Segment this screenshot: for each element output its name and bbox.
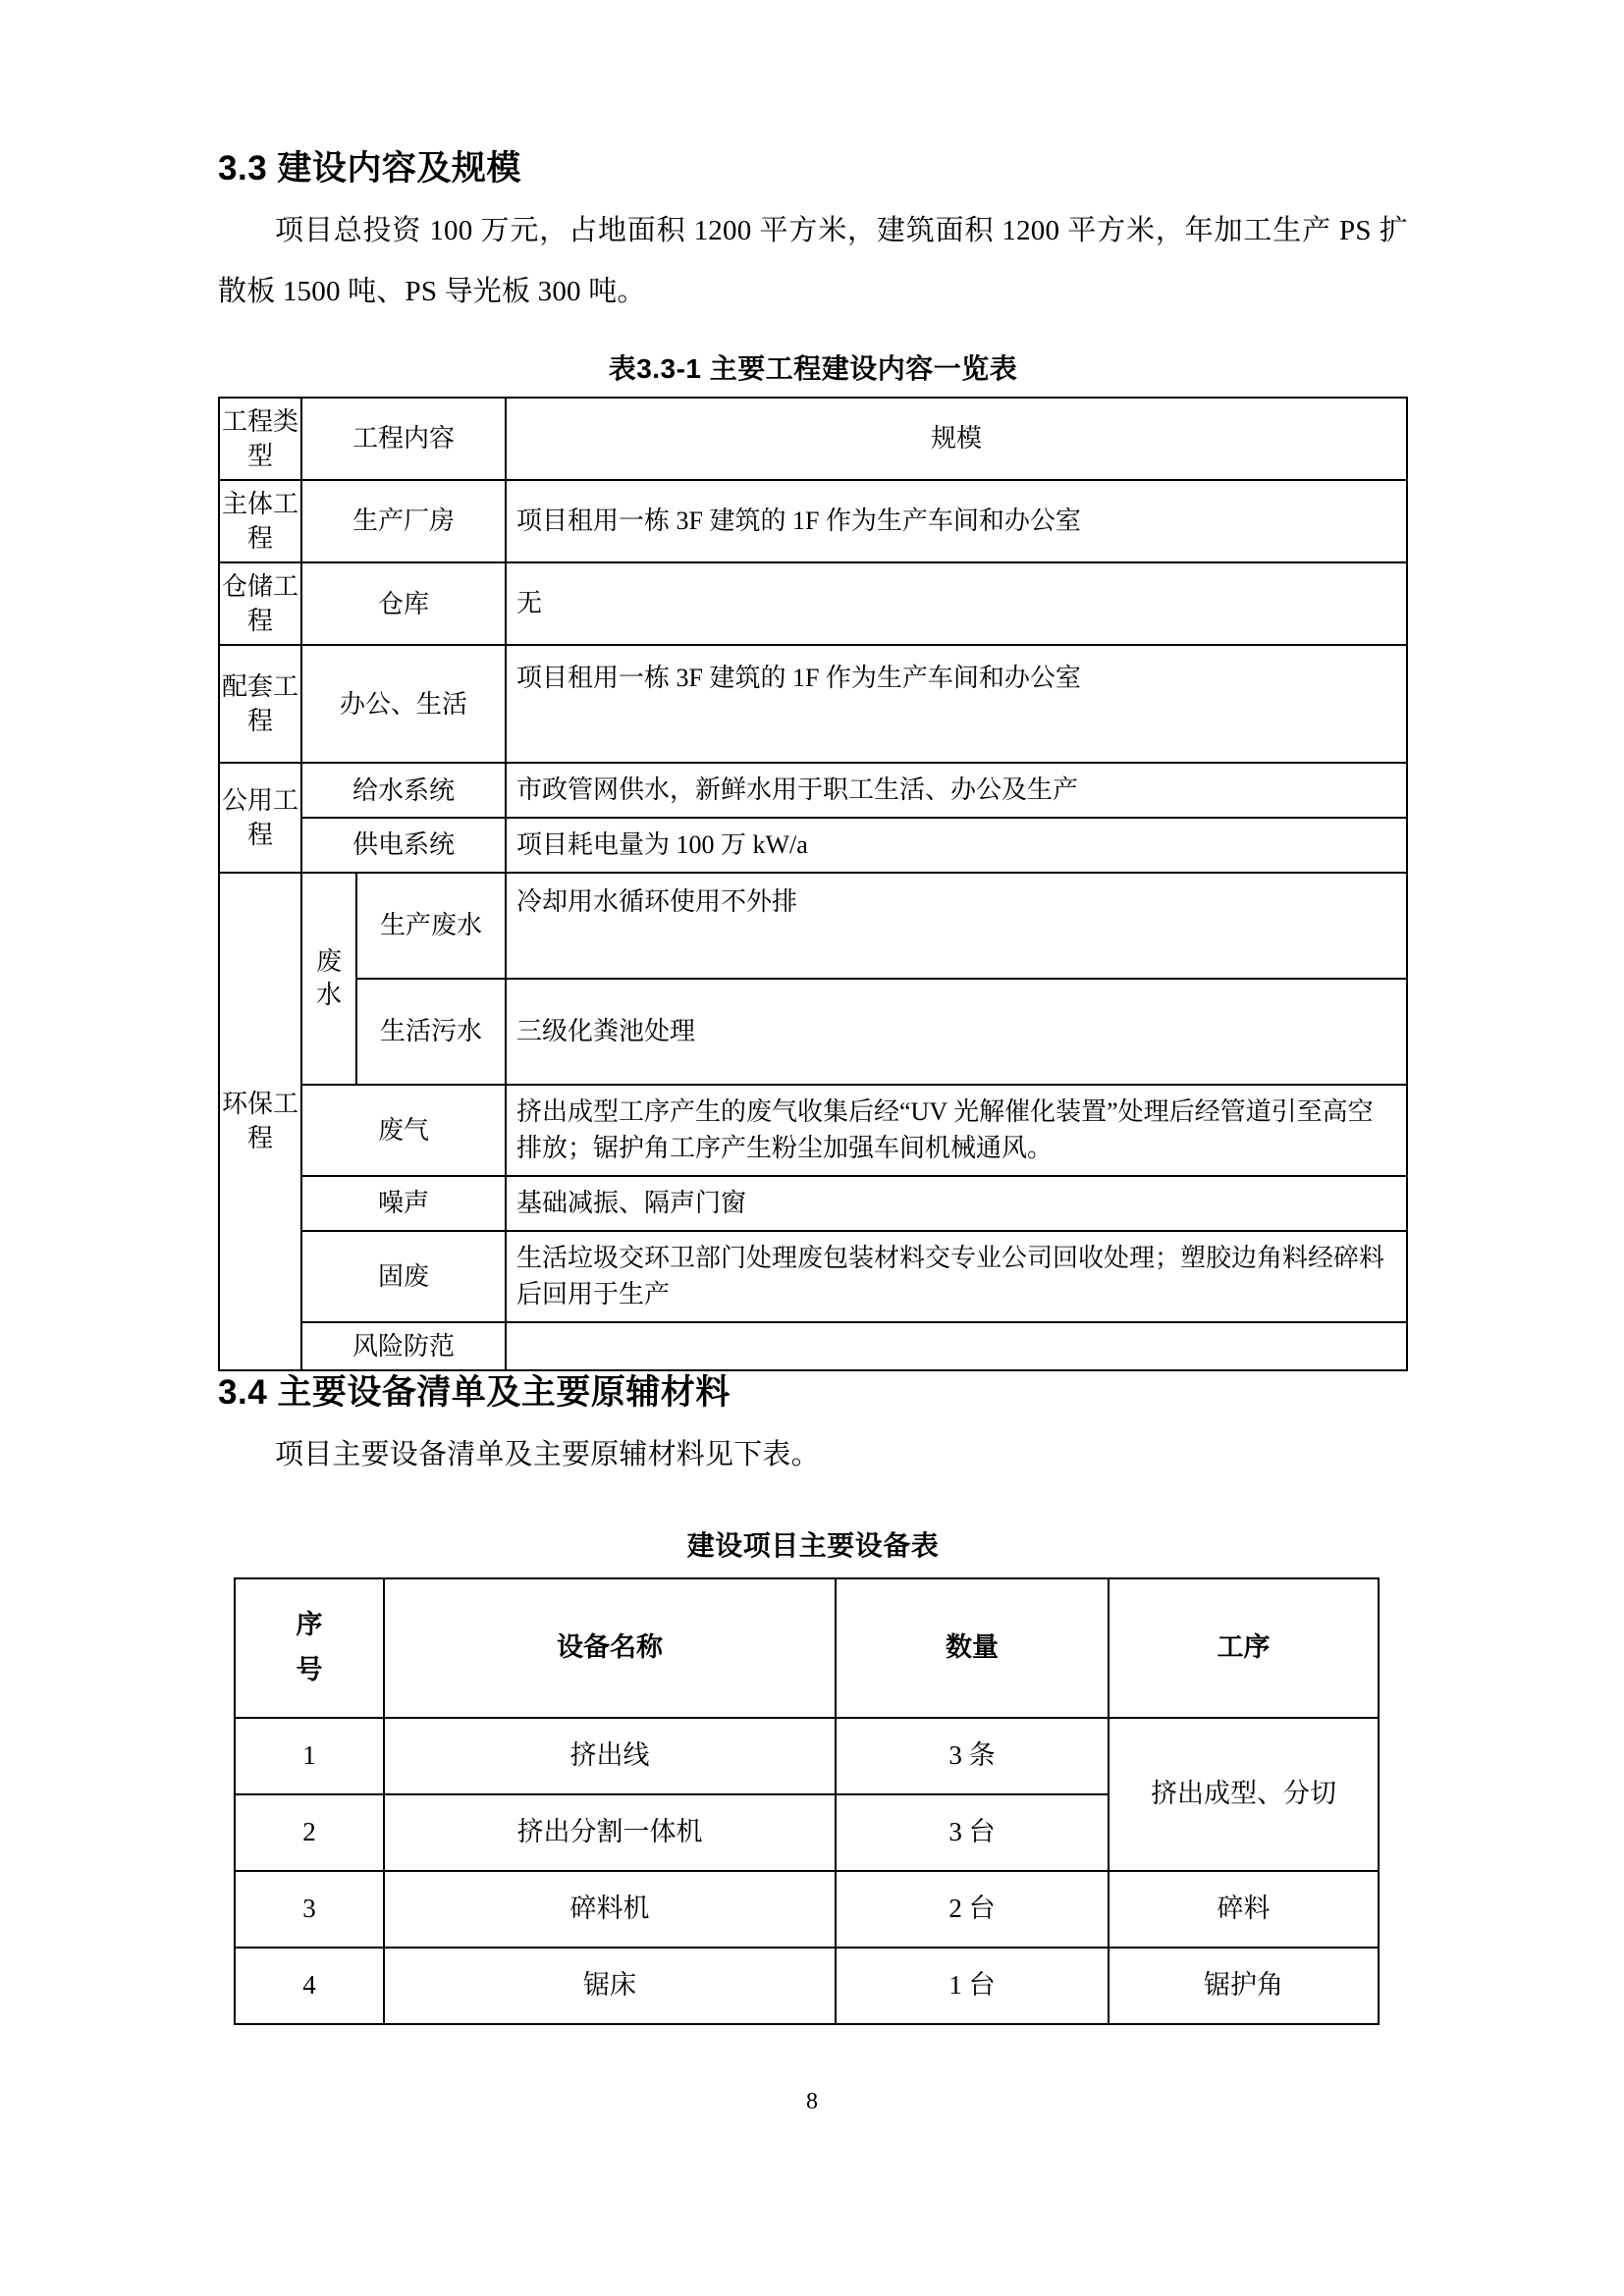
table-row-header <box>219 398 1407 480</box>
section-heading-3-3: 3.3 建设内容及规模 <box>218 149 521 187</box>
main-project-content-table <box>218 397 1408 1371</box>
cell-scale-production-plant: 项目租用一栋 3F 建筑的 1F 作为生产车间和办公室 <box>506 480 1407 562</box>
table-row-header <box>235 1578 1379 1718</box>
header-cell-equipment-name: 设备名称 <box>384 1578 836 1718</box>
table-row <box>219 1231 1407 1322</box>
page-number: 8 <box>806 2089 818 2114</box>
table-row <box>219 1176 1407 1231</box>
table-row <box>219 979 1407 1085</box>
cell-process-1: 挤出成型、分切 <box>1109 1718 1379 1871</box>
table-row <box>219 818 1407 873</box>
cell-item-office-living: 办公、生活 <box>301 645 506 763</box>
cell-item-waste-gas: 废气 <box>301 1085 506 1176</box>
header-serial-line2: 号 <box>296 1654 323 1684</box>
header-cell-quantity: 数量 <box>836 1578 1109 1718</box>
header-cell-serial-number <box>235 1578 384 1718</box>
main-equipment-table <box>234 1577 1380 2025</box>
cell-scale-noise: 基础减振、隔声门窗 <box>506 1176 1407 1231</box>
cell-scale-office-living: 项目租用一栋 3F 建筑的 1F 作为生产车间和办公室 <box>506 645 1407 763</box>
cell-serial-2: 2 <box>235 1794 384 1871</box>
table-caption-equipment: 建设项目主要设备表 <box>686 1529 940 1561</box>
cell-item-warehouse: 仓库 <box>301 562 506 645</box>
page-content <box>218 147 1408 2025</box>
section-3-4-paragraph: 项目主要设备清单及主要原辅材料见下表。 <box>275 1438 820 1470</box>
cell-group-wastewater: 废水 <box>301 873 356 1085</box>
table-caption-3-3-1: 表3.3-1 主要工程建设内容一览表 <box>608 352 1018 384</box>
cell-category-supporting-works: 配套工程 <box>219 645 301 763</box>
cell-quantity-1: 3 条 <box>836 1718 1109 1794</box>
table-row <box>219 645 1407 763</box>
cell-scale-warehouse: 无 <box>506 562 1407 645</box>
cell-category-main-works: 主体工程 <box>219 480 301 562</box>
table-row <box>219 480 1407 562</box>
cell-serial-3: 3 <box>235 1871 384 1948</box>
cell-scale-water-supply: 市政管网供水，新鲜水用于职工生活、办公及生产 <box>506 763 1407 818</box>
cell-process-3: 碎料 <box>1109 1871 1379 1948</box>
cell-quantity-3: 2 台 <box>836 1871 1109 1948</box>
section-3-3-paragraph: 项目总投资 100 万元，占地面积 1200 平方米，建筑面积 1200 平方米，年加工生产 PS 扩散板 1500 吨、PS 导光板 300 吨。 <box>218 214 1408 307</box>
cell-serial-4: 4 <box>235 1948 384 2024</box>
cell-category-public-works: 公用工程 <box>219 763 301 872</box>
section-heading-3-4: 3.4 主要设备清单及主要原辅材料 <box>218 1373 731 1413</box>
cell-item-solid-waste: 固废 <box>301 1231 506 1322</box>
header-cell-process: 工序 <box>1109 1578 1379 1718</box>
cell-item-water-supply: 给水系统 <box>301 763 506 818</box>
cell-scale-risk-prevention <box>506 1322 1407 1370</box>
cell-item-risk-prevention: 风险防范 <box>301 1322 506 1370</box>
cell-category-storage-works: 仓储工程 <box>219 562 301 645</box>
cell-category-environmental-works: 环保工程 <box>219 873 301 1371</box>
cell-scale-waste-gas: 挤出成型工序产生的废气收集后经“UV 光解催化装置”处理后经管道引至高空排放；锯护角工序产生粉尘加强车间机械通风。 <box>506 1085 1407 1176</box>
table-row <box>219 873 1407 979</box>
cell-equipment-name-1: 挤出线 <box>384 1718 836 1794</box>
cell-item-production-wastewater: 生产废水 <box>356 873 506 979</box>
cell-quantity-4: 1 台 <box>836 1948 1109 2024</box>
table-row <box>235 1948 1379 2024</box>
header-serial-line1: 序 <box>296 1609 323 1639</box>
cell-scale-solid-waste: 生活垃圾交环卫部门处理废包装材料交专业公司回收处理；塑胶边角料经碎料后回用于生产 <box>506 1231 1407 1322</box>
header-cell-category: 工程类型 <box>219 398 301 480</box>
table-row <box>219 1085 1407 1176</box>
table-row <box>219 562 1407 645</box>
cell-item-production-plant: 生产厂房 <box>301 480 506 562</box>
cell-quantity-2: 3 台 <box>836 1794 1109 1871</box>
cell-equipment-name-2: 挤出分割一体机 <box>384 1794 836 1871</box>
cell-item-noise: 噪声 <box>301 1176 506 1231</box>
table-row <box>235 1718 1379 1794</box>
cell-equipment-name-3: 碎料机 <box>384 1871 836 1948</box>
cell-item-domestic-sewage: 生活污水 <box>356 979 506 1085</box>
cell-scale-power-supply: 项目耗电量为 100 万 kW/a <box>506 818 1407 873</box>
cell-serial-1: 1 <box>235 1718 384 1794</box>
cell-item-power-supply: 供电系统 <box>301 818 506 873</box>
header-cell-scale: 规模 <box>506 398 1407 480</box>
cell-scale-domestic-sewage: 三级化粪池处理 <box>506 979 1407 1085</box>
cell-process-4: 锯护角 <box>1109 1948 1379 2024</box>
cell-scale-production-wastewater: 冷却用水循环使用不外排 <box>506 873 1407 979</box>
table-row <box>235 1871 1379 1948</box>
table-row <box>219 763 1407 818</box>
header-cell-content: 工程内容 <box>301 398 506 480</box>
table-row <box>219 1322 1407 1370</box>
cell-equipment-name-4: 锯床 <box>384 1948 836 2024</box>
